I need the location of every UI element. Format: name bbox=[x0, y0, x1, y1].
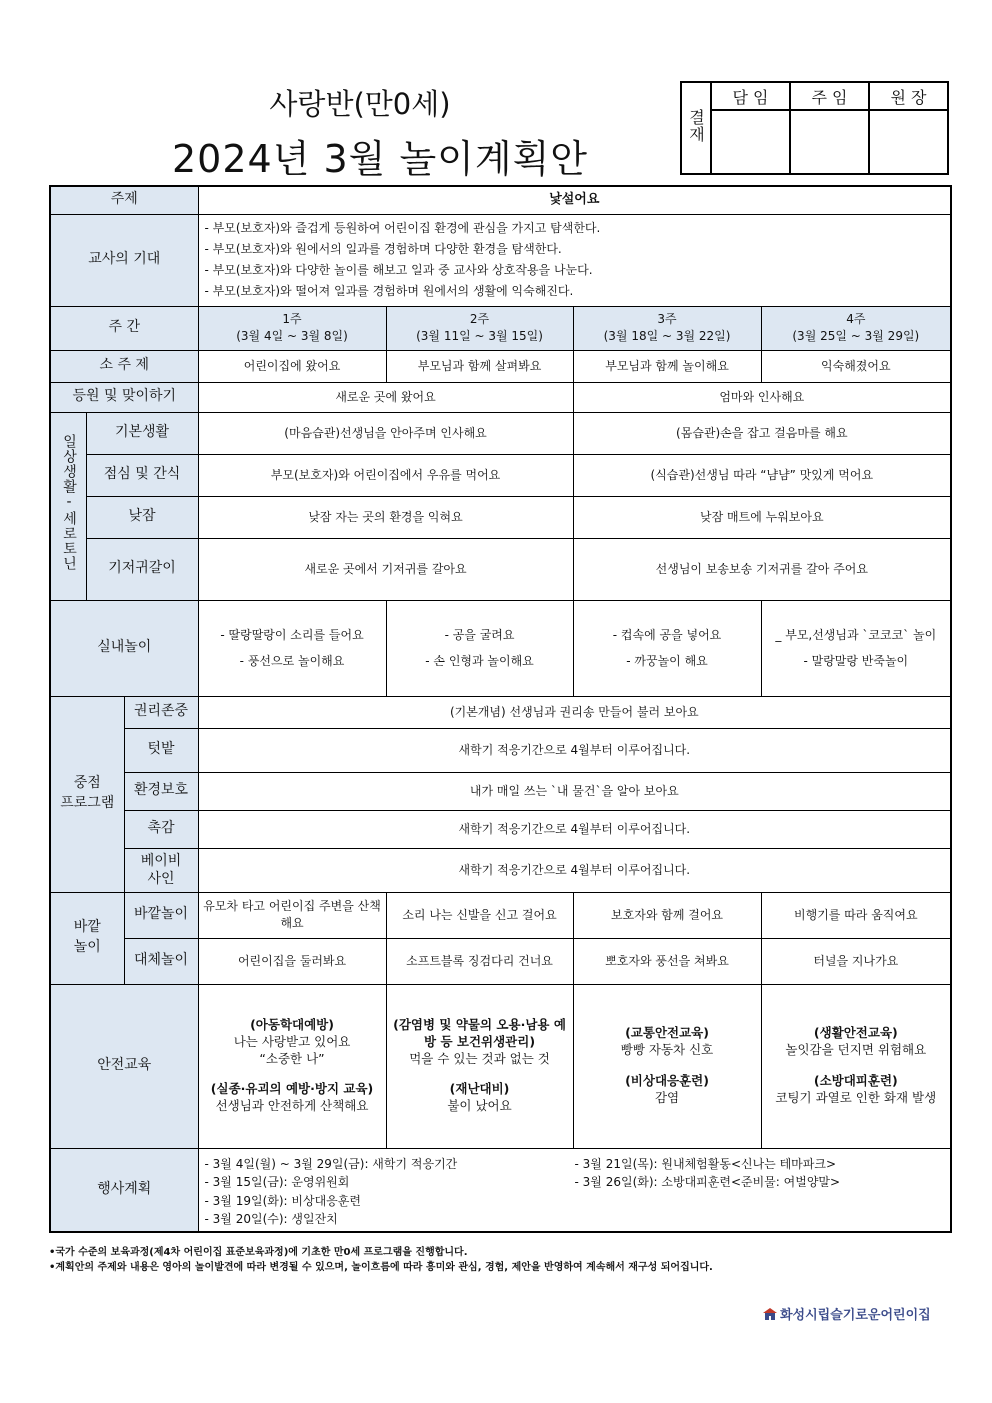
indoor-cell: _ 부모,선생님과 `코코코` 놀이 - 말랑말랑 반죽놀이 bbox=[761, 600, 951, 696]
list-item: - 부모(보호자)와 다양한 놀이를 해보고 일과 중 교사와 상호작용을 나눈다. bbox=[204, 263, 593, 277]
event-item: - 3월 21일(목): 원내체험활동<신나는 테마파크> bbox=[574, 1156, 837, 1171]
outdoor-row-label: 대체놀이 bbox=[124, 938, 198, 984]
safety-cell: (교통안전교육) 빵빵 자동차 신호 (비상대응훈련) 감염 bbox=[573, 984, 761, 1148]
event-item: - 3월 4일(월) ~ 3월 29일(금): 새학기 적응기간 bbox=[204, 1156, 458, 1171]
focus-cell: 새학기 적응기간으로 4월부터 이루어집니다. bbox=[198, 848, 951, 892]
outdoor-cell: 소리 나는 신발을 신고 걸어요 bbox=[386, 892, 573, 938]
list-item: - 부모(보호자)와 원에서의 일과를 경험하며 다양한 환경을 탐색한다. bbox=[204, 242, 562, 256]
approval-col-teacher: 담 임 bbox=[711, 82, 790, 110]
outdoor-cell: 유모차 타고 어린이집 주변을 산책해요 bbox=[198, 892, 386, 938]
safety-cell: (감염병 및 약물의 오용·남용 예방 등 보건위생관리) 먹을 수 있는 것과 없는 것 (재난대비) 불이 났어요 bbox=[386, 984, 573, 1148]
daily-row-label: 기저귀갈이 bbox=[86, 538, 198, 600]
class-name: 사랑반(만0세) bbox=[269, 87, 451, 121]
subtheme-label: 소 주 제 bbox=[50, 350, 198, 382]
approval-col-director: 원 장 bbox=[869, 82, 948, 110]
subtheme-cell: 익숙해졌어요 bbox=[761, 350, 951, 382]
indoor-label: 실내놀이 bbox=[50, 600, 198, 696]
safety-label: 안전교육 bbox=[50, 984, 198, 1148]
daily-cell: 낮잠 자는 곳의 환경을 익혀요 bbox=[198, 496, 573, 538]
school-icon bbox=[762, 1307, 778, 1321]
daily-cell: 낮잠 매트에 누워보아요 bbox=[573, 496, 951, 538]
daily-row-label: 점심 및 간식 bbox=[86, 454, 198, 496]
safety-cell: (생활안전교육) 놀잇감을 던지면 위험해요 (소방대피훈련) 코팅기 과열로 인한 화재 발생 bbox=[761, 984, 951, 1148]
plan-table bbox=[49, 185, 952, 1233]
arrival-second-half: 엄마와 인사해요 bbox=[573, 382, 951, 412]
daily-cell: 새로운 곳에서 기저귀를 갈아요 bbox=[198, 538, 573, 600]
daily-cell: 부모(보호자)와 어린이집에서 우유를 먹어요 bbox=[198, 454, 573, 496]
safety-cell: (아동학대예방) 나는 사랑받고 있어요 “소중한 나” (실종·유괴의 예방·방지 교육) 선생님과 안전하게 산책해요 bbox=[198, 984, 386, 1148]
arrival-label: 등원 및 맞이하기 bbox=[50, 382, 198, 412]
outdoor-group-label: 바깥 놀이 bbox=[50, 892, 124, 984]
outdoor-row-label: 바깥놀이 bbox=[124, 892, 198, 938]
event-item: - 3월 26일(화): 소방대피훈련<준비물: 여벌양말> bbox=[574, 1175, 841, 1190]
event-item: - 3월 19일(화): 비상대응훈련 bbox=[204, 1193, 361, 1208]
plan-title: 2024년 3월 놀이계획안 bbox=[172, 137, 588, 181]
approval-col-head: 주 임 bbox=[790, 82, 869, 110]
signature-cell[interactable] bbox=[711, 110, 790, 174]
indoor-cell: - 컵속에 공을 넣어요 - 까꿍놀이 해요 bbox=[573, 600, 761, 696]
footnote: •계획안의 주제와 내용은 영아의 놀이발견에 따라 변경될 수 있으며, 놀이흐름에 따라 흥미와 관심, 경험, 제안을 반영하여 계속해서 재구성 되어집니다. bbox=[49, 1262, 713, 1273]
daily-row-label: 낮잠 bbox=[86, 496, 198, 538]
focus-row-label: 베이비 사인 bbox=[124, 848, 198, 892]
outdoor-cell: 터널을 지나가요 bbox=[761, 938, 951, 984]
subtheme-cell: 어린이집에 왔어요 bbox=[198, 350, 386, 382]
list-item: - 부모(보호자)와 즐겁게 등원하여 어린이집 환경에 관심을 가지고 탐색한다. bbox=[204, 221, 601, 235]
daily-cell: 선생님이 보송보송 기저귀를 갈아 주어요 bbox=[573, 538, 951, 600]
daily-cell: (몸습관)손을 잡고 걸음마를 해요 bbox=[573, 412, 951, 454]
focus-row-label: 권리존중 bbox=[124, 696, 198, 728]
expectation-list bbox=[198, 214, 951, 306]
daily-group-label: 일상생활-세로토닌 bbox=[50, 412, 86, 600]
school-logo: 화성시립슬기로운어린이집 bbox=[762, 1304, 931, 1323]
event-item: - 3월 15일(금): 운영위원회 bbox=[204, 1175, 350, 1190]
focus-cell: 내가 매일 쓰는 `내 물건`을 알아 보아요 bbox=[198, 772, 951, 810]
focus-cell: (기본개념) 선생님과 권리송 만들어 불러 보아요 bbox=[198, 696, 951, 728]
indoor-cell: - 딸랑딸랑이 소리를 들어요 - 풍선으로 놀이해요 bbox=[198, 600, 386, 696]
focus-row-label: 환경보호 bbox=[124, 772, 198, 810]
daily-cell: (식습관)선생님 따라 “냠냠” 맛있게 먹어요 bbox=[573, 454, 951, 496]
subtheme-cell: 부모님과 함께 놀이해요 bbox=[573, 350, 761, 382]
theme-label: 주제 bbox=[50, 186, 198, 214]
events-label: 행사계획 bbox=[50, 1148, 198, 1232]
week-2: 2주 (3월 11일 ~ 3월 15일) bbox=[386, 306, 573, 350]
outdoor-cell: 뽀호자와 풍선을 쳐봐요 bbox=[573, 938, 761, 984]
list-item: - 부모(보호자)와 떨어져 일과를 경험하며 원에서의 생활에 익숙해진다. bbox=[204, 284, 574, 298]
focus-cell: 새학기 적응기간으로 4월부터 이루어집니다. bbox=[198, 728, 951, 772]
signature-cell[interactable] bbox=[790, 110, 869, 174]
subtheme-cell: 부모님과 함께 살펴봐요 bbox=[386, 350, 573, 382]
outdoor-cell: 보호자와 함께 걸어요 bbox=[573, 892, 761, 938]
signature-cell[interactable] bbox=[869, 110, 948, 174]
indoor-cell: - 공을 굴려요 - 손 인형과 놀이해요 bbox=[386, 600, 573, 696]
arrival-first-half: 새로운 곳에 왔어요 bbox=[198, 382, 573, 412]
events-list bbox=[198, 1148, 951, 1232]
daily-row-label: 기본생활 bbox=[86, 412, 198, 454]
weeks-label: 주 간 bbox=[50, 306, 198, 350]
approval-label: 결재 bbox=[681, 82, 711, 174]
week-4: 4주 (3월 25일 ~ 3월 29일) bbox=[761, 306, 951, 350]
outdoor-cell: 어린이집을 둘러봐요 bbox=[198, 938, 386, 984]
theme-value: 낯설어요 bbox=[198, 186, 951, 214]
expectation-label: 교사의 기대 bbox=[50, 214, 198, 306]
daily-cell: (마음습관)선생님을 안아주며 인사해요 bbox=[198, 412, 573, 454]
focus-group-label: 중점 프로그램 bbox=[50, 696, 124, 892]
outdoor-cell: 소프트블록 징검다리 건너요 bbox=[386, 938, 573, 984]
focus-row-label: 촉감 bbox=[124, 810, 198, 848]
outdoor-cell: 비행기를 따라 움직여요 bbox=[761, 892, 951, 938]
week-3: 3주 (3월 18일 ~ 3월 22일) bbox=[573, 306, 761, 350]
focus-row-label: 텃밭 bbox=[124, 728, 198, 772]
footnote: •국가 수준의 보육과정(제4차 어린이집 표준보육과정)에 기초한 만0세 프로그램을 진행합니다. bbox=[49, 1247, 468, 1258]
event-item: - 3월 20일(수): 생일잔치 bbox=[204, 1212, 338, 1227]
focus-cell: 새학기 적응기간으로 4월부터 이루어집니다. bbox=[198, 810, 951, 848]
approval-box bbox=[680, 81, 949, 175]
week-1: 1주 (3월 4일 ~ 3월 8일) bbox=[198, 306, 386, 350]
